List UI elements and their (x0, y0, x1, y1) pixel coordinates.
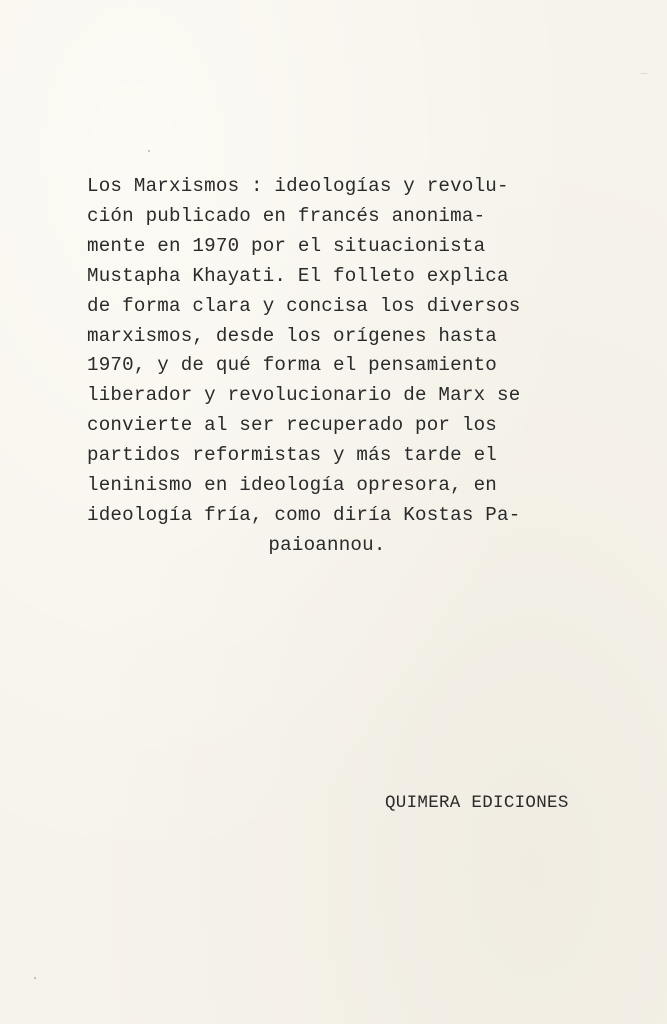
description-line-1: Los Marxismos : ideologías y revolu- (87, 175, 509, 197)
paper-speck (34, 977, 36, 979)
publisher-imprint: QUIMERA EDICIONES (385, 793, 569, 813)
description-line-6: marxismos, desde los orígenes hasta (87, 324, 498, 347)
description-line-3: mente en 1970 por el situacionista (87, 234, 486, 257)
description-line-13: paioannou. (268, 533, 386, 556)
paper-speck (148, 150, 150, 152)
description-line-8: liberador y revolucionario de Marx se (87, 384, 521, 407)
paper-speck (640, 73, 648, 74)
description-line-7: 1970, y de qué forma el pensamiento (87, 354, 498, 377)
description-line-4: Mustapha Khayati. El folleto explica (87, 264, 509, 287)
description-line-10: partidos reformistas y más tarde el (87, 444, 498, 467)
description-line-2: ción publicado en francés anonima- (87, 204, 486, 227)
book-description (87, 172, 597, 561)
description-line-12: ideología fría, como diría Kostas Pa- (87, 503, 521, 526)
description-line-11: leninismo en ideología opresora, en (87, 474, 498, 497)
description-line-9: convierte al ser recuperado por los (87, 414, 498, 437)
description-line-5: de forma clara y concisa los diversos (87, 294, 521, 317)
